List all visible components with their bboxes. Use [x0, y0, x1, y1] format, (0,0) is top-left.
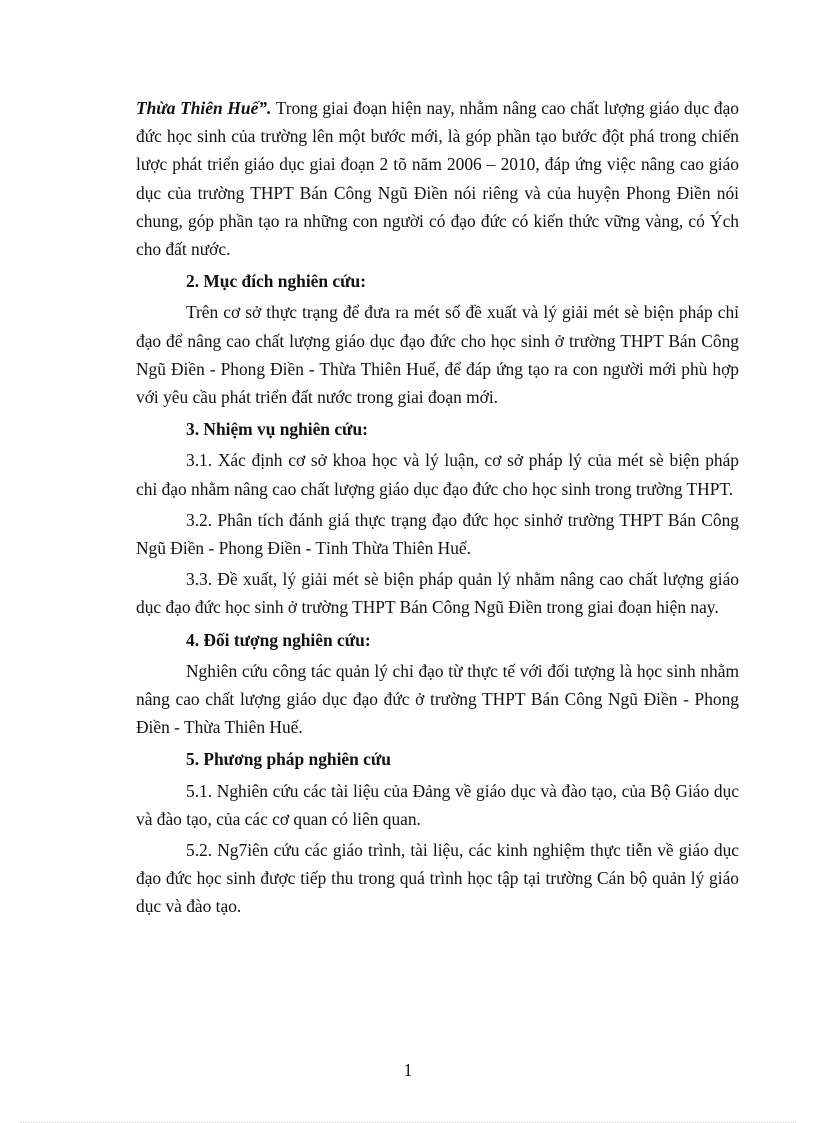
task-paragraph-3-3: 3.3. Đề xuất, lý giải mét sè biện pháp quản lý nhằm nâng cao chất lượng giáo dục đạo đức học sinh ở trường THPT Bán Công Ngũ Điền trong giai đoạn hiện nay. — [136, 569, 739, 618]
purpose-paragraph: Trên cơ sở thực trạng để đưa ra mét số đề xuất và lý giải mét sè biện pháp chỉ đạo để nâng cao chất lượng giáo dục đạo đức cho học sinh ở trường THPT Bán Công Ngũ Điền - Phong Điền - Thừa Thiên Huế, để đáp ứng tạo ra con người mới phù hợp với yêu cầu phát triển đất nước trong giai đoạn mới. — [136, 302, 739, 408]
subject-paragraph: Nghiên cứu công tác quản lý chỉ đạo từ thực tế với đối tượng là học sinh nhằm nâng cao chất lượng giáo dục đạo đức ở trường THPT Bán Công Ngũ Điền - Phong Điền - Thừa Thiên Huế. — [136, 660, 739, 738]
section-heading-methods: 5. Phương pháp nghiên cứu — [186, 749, 391, 770]
task-paragraph-3-2: 3.2. Phân tích đánh giá thực trạng đạo đức học sinhở trường THPT Bán Công Ngũ Điền - Phong Điền - Tỉnh Thừa Thiên Huế. — [136, 509, 739, 559]
method-paragraph-5-2: 5.2. Ng7iên cứu các giáo trình, tài liệu, các kinh nghiệm thực tiễn về giáo dục đạo đức học sinh được tiếp thu trong quá trình học tập tại trường Cán bộ quản lý giáo dục và đào tạo. — [136, 840, 739, 917]
intro-text: Trong giai đoạn hiện nay, nhằm nâng cao chất lượng giáo dục đạo đức học sinh của trường lên một bước mới, là góp phần tạo bước đột phá trong chiến lược phát triển giáo dục giai đoạn 2 tõ năm 2006 – 2010, đáp ứng việc nâng cao giáo dục của trường THPT Bán Công Ngũ Điền nói riêng và của huyện Phong Điền nói chung, góp phần tạo ra những con người có đạo đức có kiến thức vững vàng, có Ých cho đất nước. — [136, 98, 739, 260]
page-number: 1 — [403, 1060, 413, 1080]
section-heading-tasks: 3. Nhiệm vụ nghiên cứu: — [186, 419, 368, 440]
intro-emphasis: Thừa Thiên Huế”. — [136, 98, 272, 118]
task-paragraph-3-1: 3.1. Xác định cơ sở khoa học và lý luận, cơ sở pháp lý của mét sè biện pháp chỉ đạo nhằm nâng cao chất lượng giáo dục đạo đức cho học sinh trong trường THPT. — [136, 450, 739, 499]
section-heading-purpose: 2. Mục đích nghiên cứu: — [186, 271, 367, 292]
intro-paragraph — [136, 94, 739, 263]
document-page — [136, 94, 739, 921]
method-paragraph-5-1: 5.1. Nghiên cứu các tài liệu của Đảng về giáo dục và đào tạo, của Bộ Giáo dục và đào tạo, của các cơ quan có liên quan. — [136, 780, 739, 829]
section-heading-subject: 4. Đối tượng nghiên cứu: — [186, 629, 371, 650]
